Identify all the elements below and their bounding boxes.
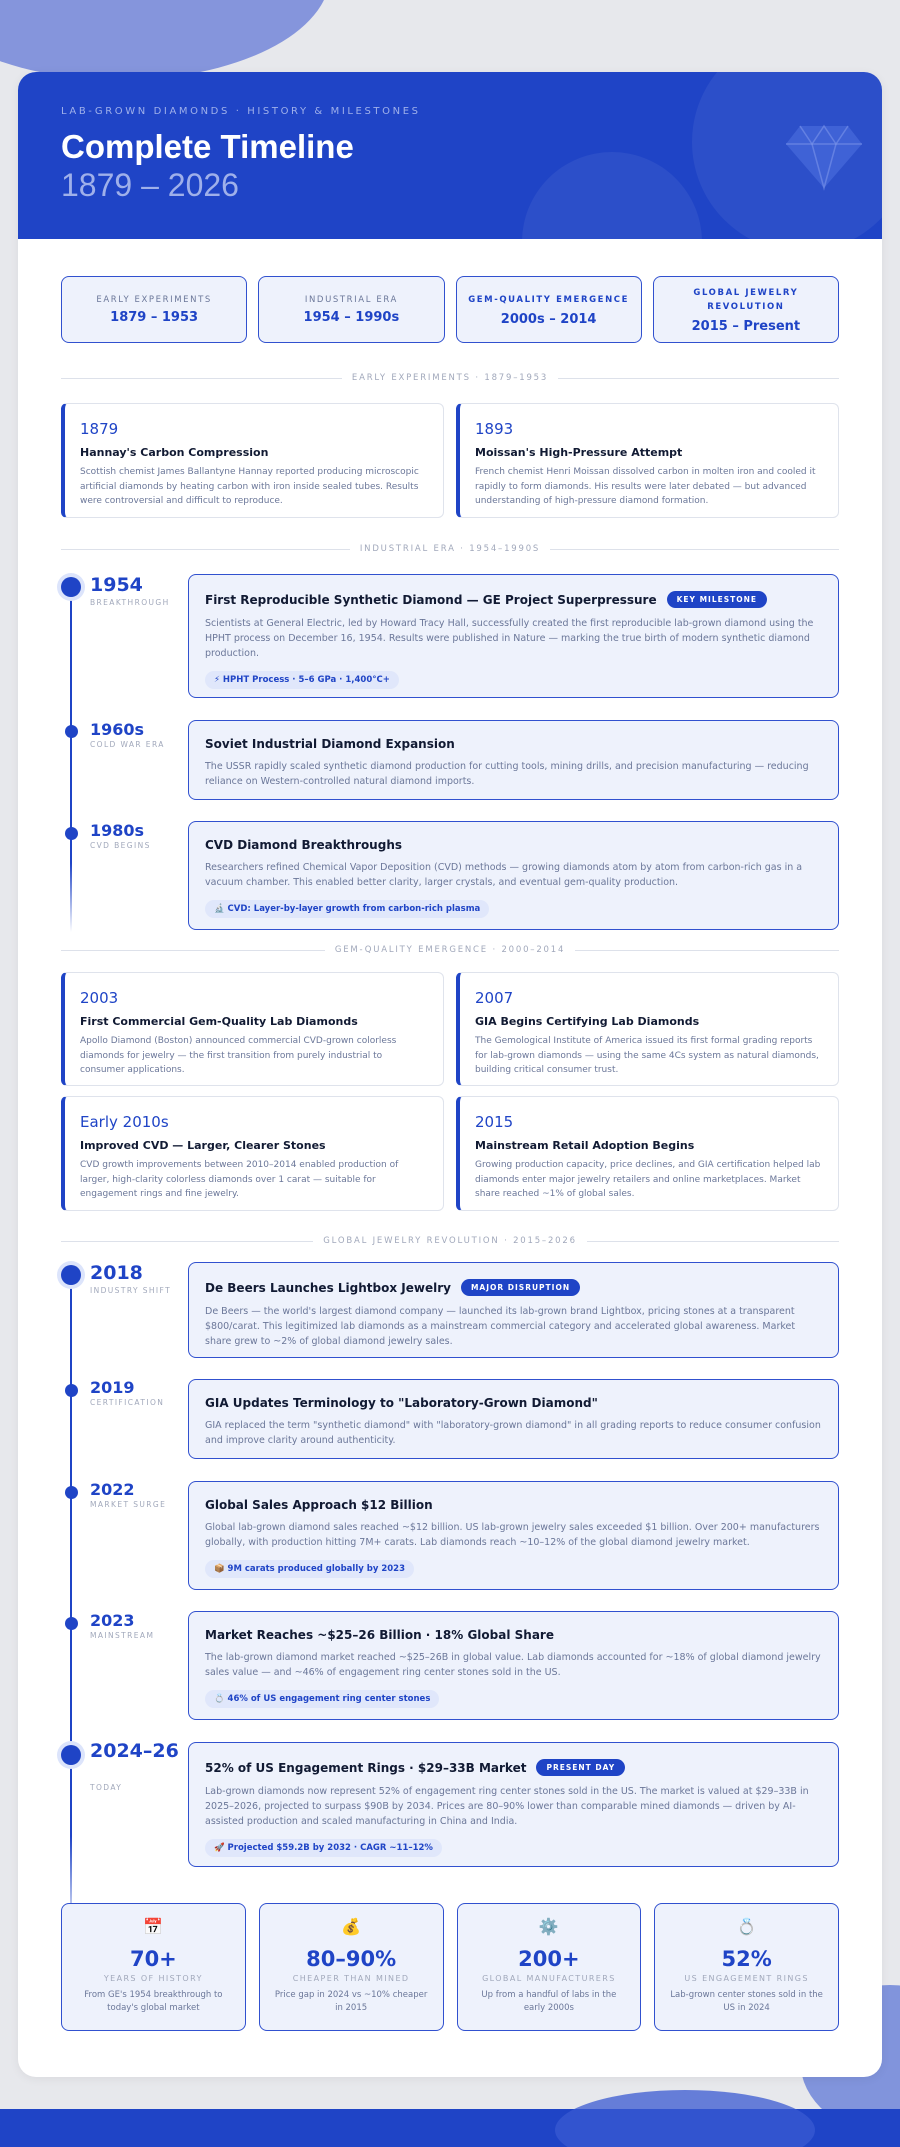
event-title: De Beers Launches Lightbox Jewelry <box>205 1280 451 1295</box>
event-card <box>188 1481 839 1590</box>
event-card <box>188 1379 839 1459</box>
calendar-icon: 📅 <box>143 1917 164 1936</box>
timeline-dot <box>61 577 81 597</box>
timeline-year: 2023 <box>90 1611 135 1630</box>
timeline-dot <box>65 725 78 738</box>
event-chip: 🚀 Projected $59.2B by 2032 · CAGR ~11–12% <box>205 1839 442 1857</box>
page-subtitle: 1879 – 2026 <box>61 167 239 203</box>
divider-line <box>61 378 342 379</box>
divider-line <box>558 378 839 379</box>
milestone-year: 2003 <box>80 989 119 1007</box>
timeline-year: 1960s <box>90 720 145 739</box>
stat-value: 52% <box>721 1947 772 1971</box>
event-title-row <box>205 1759 822 1776</box>
milestone-desc: French chemist Henri Moissan dissolved carbon in molten iron and cooled it rapidly to form diamonds. His results were later debated — but advanced understanding of high-pressure diamond formation. <box>475 467 816 506</box>
background-blob-top <box>0 0 330 80</box>
event-desc: The USSR rapidly scaled synthetic diamond production for cutting tools, mining drills, and precision manufacturing — reducing reliance on Western-controlled natural diamond imports. <box>205 761 809 787</box>
divider-line <box>587 1241 839 1242</box>
stat-value: 70+ <box>129 1947 177 1971</box>
milestone-title: Moissan's High-Pressure Attempt <box>475 446 683 459</box>
stat-desc: From GE's 1954 breakthrough to today's global market <box>84 1990 223 2013</box>
section-divider-gem <box>61 945 839 955</box>
timeline-dot <box>61 1265 81 1285</box>
era-tab-global[interactable] <box>653 276 839 343</box>
stat-label: CHEAPER THAN MINED <box>292 1974 410 1983</box>
milestone-desc: Apollo Diamond (Boston) announced commercial CVD-grown colorless diamonds for jewelry — the first transition from purely industrial to consumer applications. <box>80 1036 397 1075</box>
milestone-card <box>61 1096 444 1211</box>
era-name: GEM-QUALITY EMERGENCE <box>468 294 630 305</box>
timeline-tag: INDUSTRY SHIFT <box>90 1286 172 1295</box>
stat-label: YEARS OF HISTORY <box>103 1974 203 1983</box>
era-range: 1954 – 1990s <box>303 309 400 325</box>
diamond-icon <box>784 122 864 192</box>
timeline-dot <box>65 1384 78 1397</box>
timeline-year: 2019 <box>90 1378 135 1397</box>
event-chip: ⚡ HPHT Process · 5–6 GPa · 1,400°C+ <box>205 671 399 689</box>
stat-card <box>457 1903 642 2031</box>
milestone-card <box>456 1096 839 1211</box>
milestone-desc: CVD growth improvements between 2010–2014 enabled production of larger, high-clarity colorless diamonds over 1 carat — suitable for engagement rings and fine jewelry. <box>80 1160 399 1199</box>
timeline-line <box>70 1275 72 1935</box>
milestone-desc: The Gemological Institute of America issued its first formal grading reports for lab-grown diamonds — using the same 4Cs system as natural diamonds, building critical consumer trust. <box>475 1036 819 1075</box>
milestone-year: 2007 <box>475 989 514 1007</box>
timeline-tag: CVD BEGINS <box>90 841 151 850</box>
divider-label: GEM-QUALITY EMERGENCE · 2000–2014 <box>334 945 566 955</box>
milestone-badge: KEY MILESTONE <box>667 591 767 608</box>
stat-value: 200+ <box>518 1947 580 1971</box>
section-divider-global <box>61 1236 839 1246</box>
stat-card <box>654 1903 839 2031</box>
milestone-card <box>456 403 839 518</box>
event-desc: Global lab-grown diamond sales reached ~$12 billion. US lab-grown jewelry sales exceeded $1 billion. Over 200+ manufacturers globally, with production hitting 7M+ carats. Lab diamonds reach ~10–12% of the global diamond jewelry market. <box>205 1522 820 1548</box>
event-desc: De Beers — the world's largest diamond company — launched its lab-grown brand Lightbox, pricing stones at a transparent $800/carat. This legitimized lab diamonds as a mainstream commercial category and accelerated global awareness. Market share grew to ~2% of global diamond jewelry sales. <box>205 1306 796 1347</box>
era-name: GLOBAL JEWELRY REVOLUTION <box>693 287 799 312</box>
hero-kicker: LAB-GROWN DIAMONDS · HISTORY & MILESTONES <box>61 106 421 117</box>
timeline-year: 1980s <box>90 821 145 840</box>
milestone-desc: Scottish chemist James Ballantyne Hannay reported producing microscopic artificial diamonds by heating carbon with iron inside sealed tubes. Results were controversial and difficult to reproduce. <box>80 467 419 506</box>
event-title-row <box>205 1279 822 1296</box>
event-chip: 🔬 CVD: Layer-by-layer growth from carbon-rich plasma <box>205 900 489 918</box>
era-name: INDUSTRIAL ERA <box>304 294 398 305</box>
timeline-year: 1954 <box>90 574 143 596</box>
hero-decor-circle <box>522 152 702 239</box>
section-divider-industrial <box>61 544 839 554</box>
event-card <box>188 821 839 930</box>
divider-line <box>61 1241 313 1242</box>
divider-label: INDUSTRIAL ERA · 1954–1990S <box>359 544 541 554</box>
era-name: EARLY EXPERIMENTS <box>96 294 212 305</box>
timeline-year: 2022 <box>90 1480 135 1499</box>
timeline-dot <box>65 1617 78 1630</box>
milestone-card <box>61 972 444 1086</box>
era-nav <box>61 276 839 343</box>
era-tab-industrial[interactable] <box>258 276 444 343</box>
event-desc: Researchers refined Chemical Vapor Deposition (CVD) methods — growing diamonds atom by atom from carbon-rich gas in a vacuum chamber. This enabled better clarity, larger crystals, and eventual gem-quality production. <box>205 862 803 888</box>
event-title-row <box>205 591 822 608</box>
milestone-title: First Commercial Gem-Quality Lab Diamonds <box>80 1015 358 1028</box>
timeline-tag: MAINSTREAM <box>90 1631 155 1640</box>
era-tab-early[interactable] <box>61 276 247 343</box>
divider-line <box>61 549 350 550</box>
stat-label: GLOBAL MANUFACTURERS <box>482 1974 616 1983</box>
stat-value: 80–90% <box>306 1947 397 1971</box>
era-range: 2000s – 2014 <box>500 311 597 327</box>
timeline-tag: BREAKTHROUGH <box>90 598 170 607</box>
event-title: 52% of US Engagement Rings · $29–33B Market <box>205 1760 527 1775</box>
milestone-title: GIA Begins Certifying Lab Diamonds <box>475 1015 700 1028</box>
event-desc: The lab-grown diamond market reached ~$25–26B in global value. Lab diamonds accounted for ~18% of global diamond jewelry sales value — and ~46% of engagement ring center stones sold in the US. <box>205 1652 821 1678</box>
milestone-title: Hannay's Carbon Compression <box>80 446 269 459</box>
divider-line <box>550 549 839 550</box>
event-desc: Scientists at General Electric, led by Howard Tracy Hall, successfully created the first reproducible lab-grown diamond using the HPHT process on December 16, 1954. Results were published in Nature — marking the true birth of modern synthetic diamond production. <box>205 618 814 659</box>
background-blob-bottom <box>555 2090 815 2147</box>
divider-label: EARLY EXPERIMENTS · 1879–1953 <box>351 373 549 383</box>
event-card <box>188 574 839 698</box>
event-desc: GIA replaced the term "synthetic diamond" with "laboratory-grown diamond" in all grading reports to reduce consumer confusion and improve clarity around authenticity. <box>205 1420 821 1446</box>
stats-row <box>61 1903 839 2031</box>
event-title: GIA Updates Terminology to "Laboratory-Grown Diamond" <box>205 1396 598 1410</box>
milestone-badge: MAJOR DISRUPTION <box>461 1279 580 1296</box>
milestone-desc: Growing production capacity, price declines, and GIA certification helped lab diamonds enter major jewelry retailers and online marketplaces. Market share reached ~1% of global sales. <box>475 1160 821 1199</box>
milestone-badge: PRESENT DAY <box>536 1759 625 1776</box>
era-tab-gem[interactable] <box>456 276 642 343</box>
era-range: 2015 – Present <box>691 318 801 334</box>
event-card <box>188 1262 839 1358</box>
milestone-year: 1893 <box>475 420 514 438</box>
timeline-card <box>18 72 882 2077</box>
stat-desc: Up from a handful of labs in the early 2000s <box>481 1990 617 2013</box>
milestone-title: Mainstream Retail Adoption Begins <box>475 1139 695 1152</box>
timeline-tag: TODAY <box>90 1783 123 1792</box>
ring-icon: 💍 <box>736 1917 757 1936</box>
timeline-line <box>70 587 72 932</box>
money-bag-icon: 💰 <box>341 1917 362 1936</box>
event-title: CVD Diamond Breakthroughs <box>205 838 403 852</box>
event-chip: 📦 9M carats produced globally by 2023 <box>205 1560 414 1578</box>
event-title: Market Reaches ~$25–26 Billion · 18% Global Share <box>205 1628 554 1642</box>
stat-desc: Price gap in 2024 vs ~10% cheaper in 2015 <box>274 1990 428 2013</box>
section-divider-early <box>61 373 839 383</box>
era-range: 1879 – 1953 <box>110 309 199 325</box>
event-title: Soviet Industrial Diamond Expansion <box>205 737 455 751</box>
divider-line <box>61 950 325 951</box>
divider-label: GLOBAL JEWELRY REVOLUTION · 2015–2026 <box>323 1236 577 1246</box>
milestone-year: 1879 <box>80 420 119 438</box>
milestone-card <box>456 972 839 1086</box>
page-title: Complete Timeline <box>61 128 354 165</box>
divider-line <box>575 950 839 951</box>
event-card <box>188 1611 839 1720</box>
timeline-dot <box>61 1745 81 1765</box>
event-card <box>188 1742 839 1867</box>
milestone-year: Early 2010s <box>80 1113 169 1131</box>
event-title: Global Sales Approach $12 Billion <box>205 1498 433 1512</box>
hero-header <box>18 72 882 239</box>
timeline-year: 2024–26 <box>90 1740 179 1762</box>
timeline-tag: CERTIFICATION <box>90 1398 165 1407</box>
timeline-tag: MARKET SURGE <box>90 1500 167 1509</box>
event-title: First Reproducible Synthetic Diamond — GE Project Superpressure <box>205 592 657 607</box>
timeline-dot <box>65 1486 78 1499</box>
milestone-card <box>61 403 444 518</box>
event-chip: 💍 46% of US engagement ring center stones <box>205 1690 439 1708</box>
timeline-tag: COLD WAR ERA <box>90 740 165 749</box>
stat-label: US ENGAGEMENT RINGS <box>684 1974 809 1983</box>
stat-card <box>259 1903 444 2031</box>
event-desc: Lab-grown diamonds now represent 52% of engagement ring center stones sold in the US. The market is valued at $29–33B in 2025–2026, projected to surpass $90B by 2034. Prices are 80–90% lower than comparable mined diamonds — driven by AI-assisted production and scaled manufacturing in China and India. <box>205 1786 809 1827</box>
milestone-year: 2015 <box>475 1113 514 1131</box>
milestone-title: Improved CVD — Larger, Clearer Stones <box>80 1139 326 1152</box>
stat-desc: Lab-grown center stones sold in the US in 2024 <box>670 1990 823 2013</box>
timeline-year: 2018 <box>90 1262 143 1284</box>
event-card <box>188 720 839 800</box>
timeline-dot <box>65 827 78 840</box>
stat-card <box>61 1903 246 2031</box>
gear-icon: ⚙️ <box>538 1917 559 1936</box>
